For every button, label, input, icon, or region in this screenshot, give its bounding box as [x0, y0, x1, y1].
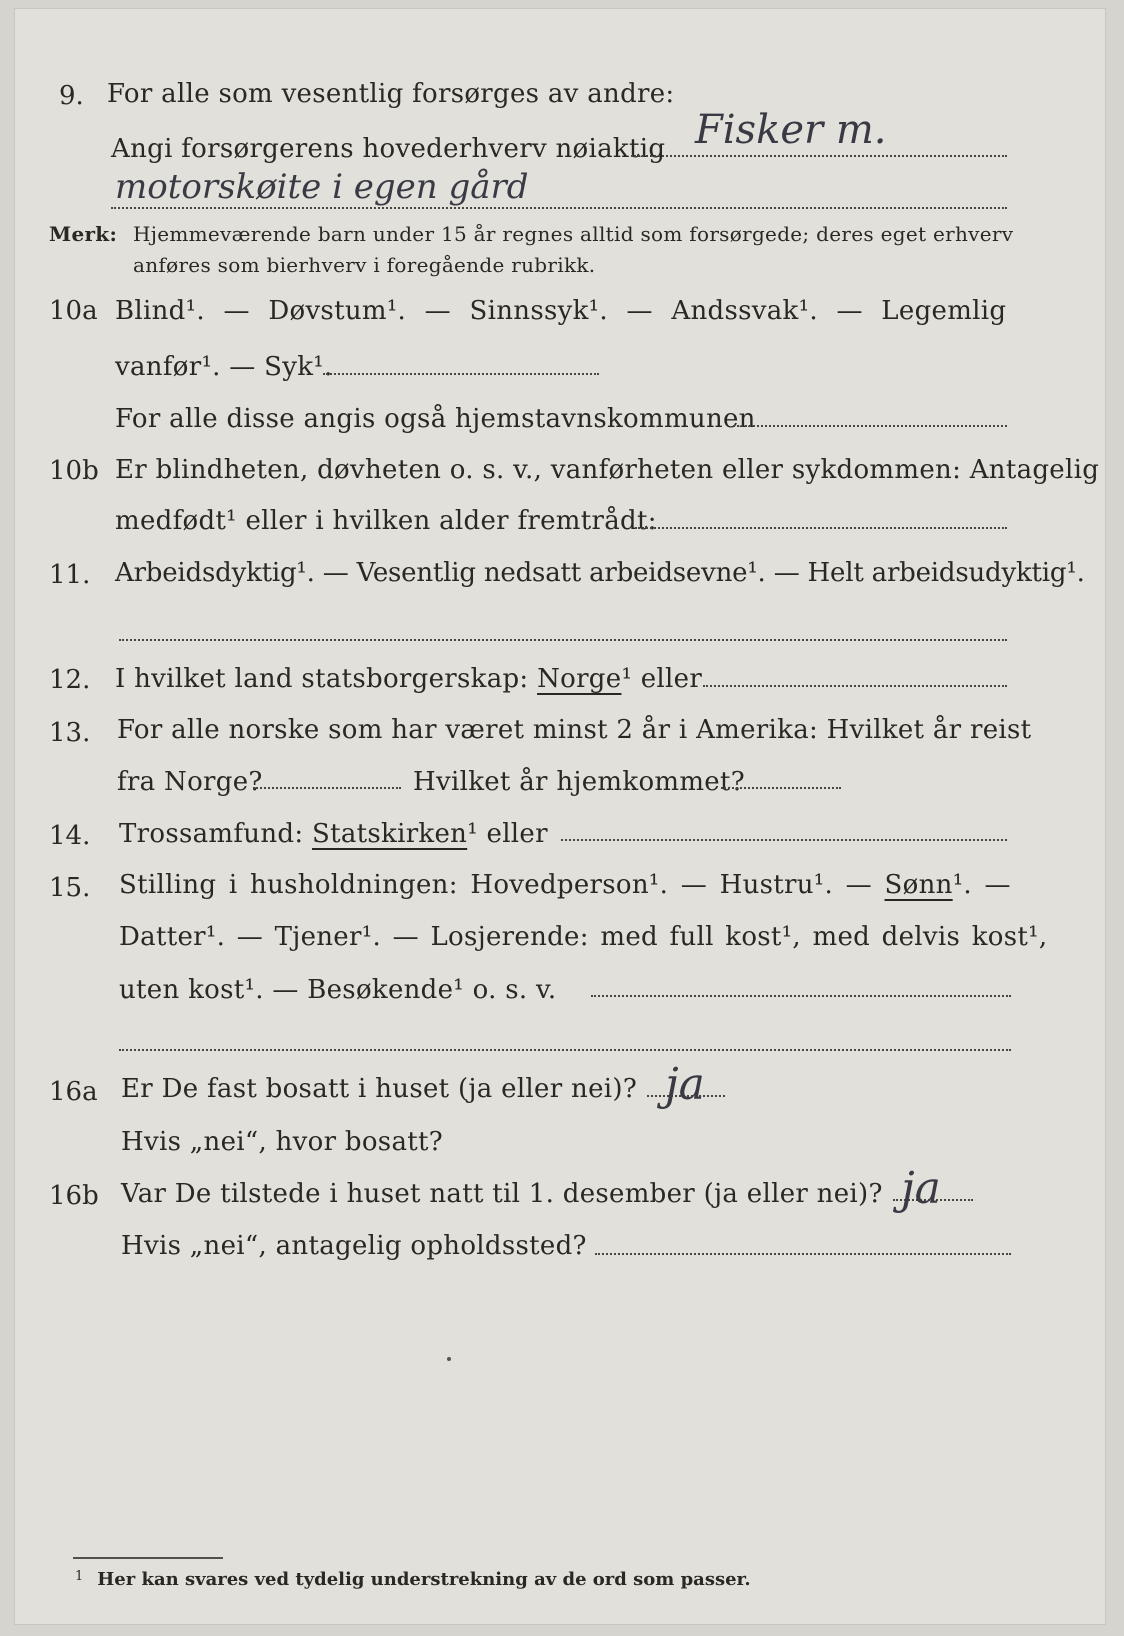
- q13-answer-line-2: [721, 787, 841, 789]
- q10b-line-1: Er blindheten, døvheten o. s. v., vanførheten eller sykdommen: Antagelig: [115, 455, 1100, 485]
- q11-number: 11.: [49, 560, 91, 590]
- q12-answer-line: [703, 685, 1007, 687]
- merk-label: Merk:: [49, 222, 118, 246]
- q9-number: 9.: [59, 81, 84, 111]
- q12-text: [115, 664, 702, 694]
- merk-line-1: Hjemmeværende barn under 15 år regnes alltid som forsørgede; deres eget erhverv: [133, 222, 1014, 246]
- q10a-answer-line: [323, 373, 599, 375]
- q16a-handwritten-answer: ja: [665, 1059, 705, 1110]
- q11-line-1: Arbeidsdyktig¹. — Vesentlig nedsatt arbeidsevne¹. — Helt arbeidsudyktig¹.: [115, 558, 1085, 588]
- q10b-answer-line: [635, 527, 1007, 529]
- q12-number: 12.: [49, 665, 91, 695]
- q11-answer-line: [119, 639, 1007, 641]
- q15-number: 15.: [49, 873, 91, 903]
- q12-prefix: I hvilket land statsborgerskap:: [115, 664, 529, 694]
- census-form-page: [14, 8, 1106, 1625]
- q14-text: [119, 819, 548, 849]
- q9-handwritten-answer-1: Fisker m.: [695, 107, 887, 153]
- q15-line-1-prefix: Stilling i husholdningen: Hovedperson¹. — Hustru¹. —: [119, 870, 872, 900]
- q14-answer-line: [561, 839, 1007, 841]
- q13-number: 13.: [49, 718, 91, 748]
- q15-line-2: Datter¹. — Tjener¹. — Losjerende: med full kost¹, med delvis kost¹,: [119, 922, 1048, 952]
- q12-suffix: ¹ eller: [621, 664, 703, 694]
- q13-line-2b: Hvilket år hjemkommet?: [413, 767, 745, 797]
- q10b-line-2: medfødt¹ eller i hvilken alder fremtrådt:: [115, 506, 657, 536]
- q9-title: For alle som vesentlig forsørges av andre:: [107, 79, 675, 109]
- q12-underlined-answer: Norge: [537, 664, 622, 694]
- q13-line-1: For alle norske som har været minst 2 år i Amerika: Hvilket år reist: [117, 715, 1032, 745]
- q16b-number: 16b: [49, 1181, 99, 1211]
- q16b-handwritten-answer: ja: [901, 1163, 941, 1214]
- footnote-text: Her kan svares ved tydelig understrekning av de ord som passer.: [97, 1569, 751, 1590]
- q16a-line-2: Hvis „nei“, hvor bosatt?: [121, 1127, 443, 1157]
- footnote: [75, 1569, 751, 1590]
- q14-number: 14.: [49, 821, 91, 851]
- q9-prompt: Angi forsørgerens hovederhverv nøiaktig: [111, 134, 666, 164]
- q9-answer-line: [631, 155, 1007, 157]
- q15-underlined-answer: Sønn: [884, 870, 953, 900]
- q16b-line-2: Hvis „nei“, antagelig opholdssted?: [121, 1231, 587, 1261]
- q14-prefix: Trossamfund:: [119, 819, 304, 849]
- q9-handwritten-answer-2: motorskøite i egen gård: [115, 167, 529, 207]
- q15-line-1: [119, 870, 1011, 900]
- q15-answer-line-2: [119, 1049, 1011, 1051]
- q10b-number: 10b: [49, 456, 99, 486]
- q10a-number: 10a: [49, 296, 98, 326]
- q9-answer-line-2: [111, 207, 1007, 209]
- q16a-line-1: Er De fast bosatt i huset (ja eller nei)?: [121, 1074, 638, 1104]
- footnote-rule: [73, 1557, 223, 1559]
- q10a-line-2: vanfør¹. — Syk¹.: [115, 352, 333, 382]
- footnote-mark: 1: [75, 1569, 84, 1584]
- q16a-number: 16a: [49, 1077, 98, 1107]
- q10a-line-1: Blind¹. — Døvstum¹. — Sinnssyk¹. — Andssvak¹. — Legemlig: [115, 296, 1007, 326]
- q13-answer-line-1: [253, 787, 401, 789]
- q15-line-3: uten kost¹. — Besøkende¹ o. s. v.: [119, 975, 557, 1005]
- q16b-line-1: Var De tilstede i huset natt til 1. desember (ja eller nei)?: [121, 1179, 883, 1209]
- q16b-answer-line-2: [595, 1253, 1011, 1255]
- q10a-answer-line-2: [733, 425, 1007, 427]
- q15-line-1-suffix: ¹. —: [952, 870, 1011, 900]
- q15-answer-line: [591, 995, 1011, 997]
- q14-suffix: ¹ eller: [467, 819, 548, 849]
- merk-line-2: anføres som bierhverv i foregående rubrikk.: [133, 253, 596, 277]
- ink-speck: [447, 1357, 451, 1361]
- q14-underlined-answer: Statskirken: [311, 819, 468, 849]
- q13-line-2a: fra Norge?: [117, 767, 263, 797]
- q10a-line-3: For alle disse angis også hjemstavnskommunen: [115, 404, 756, 434]
